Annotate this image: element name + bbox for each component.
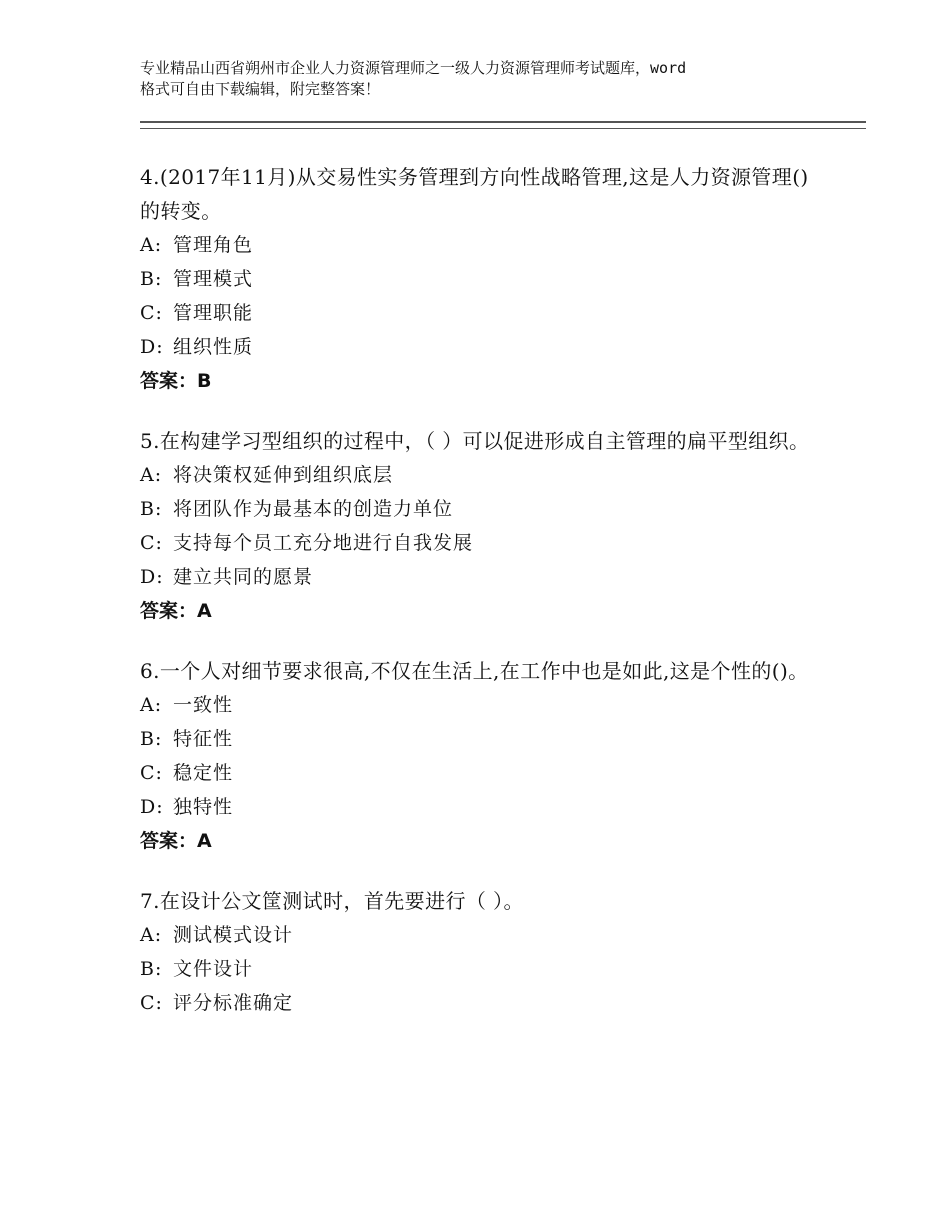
- option-key: B:: [140, 958, 163, 980]
- option-a: [140, 458, 820, 492]
- option-text: 组织性质: [173, 336, 254, 358]
- option-key: C:: [140, 992, 163, 1014]
- option-key: A:: [140, 234, 163, 256]
- header-line-2: 格式可自由下载编辑，附完整答案！: [140, 80, 381, 98]
- option-key: D:: [140, 336, 164, 358]
- option-key: C:: [140, 302, 163, 324]
- option-text: 管理角色: [173, 234, 254, 256]
- option-key: D:: [140, 796, 164, 818]
- header-line-1: 专业精品山西省朔州市企业人力资源管理师之一级人力资源管理师考试题库，word: [140, 59, 687, 77]
- option-key: B:: [140, 728, 163, 750]
- option-c: [140, 296, 820, 330]
- answer-label: 答案：A: [140, 830, 212, 852]
- option-text: 文件设计: [173, 958, 254, 980]
- option-text: 建立共同的愿景: [173, 566, 314, 588]
- option-text: 独特性: [173, 796, 234, 818]
- question-7: [140, 884, 820, 1020]
- question-6: [140, 654, 820, 858]
- option-c: [140, 986, 820, 1020]
- option-b: [140, 262, 820, 296]
- question-5: [140, 424, 820, 628]
- option-c: [140, 526, 820, 560]
- answer-label: 答案：B: [140, 370, 212, 392]
- option-c: [140, 756, 820, 790]
- document-header: [140, 58, 840, 100]
- option-key: B:: [140, 498, 163, 520]
- question-text: 5.在构建学习型组织的过程中，（ ）可以促进形成自主管理的扁平型组织。: [140, 429, 810, 453]
- header-divider: [140, 121, 866, 129]
- option-text: 评分标准确定: [173, 992, 294, 1014]
- option-key: C:: [140, 532, 163, 554]
- option-text: 管理模式: [173, 268, 254, 290]
- option-text: 测试模式设计: [173, 924, 294, 946]
- option-text: 稳定性: [173, 762, 234, 784]
- option-text: 特征性: [173, 728, 234, 750]
- question-text: 6.一个人对细节要求很高,不仅在生活上,在工作中也是如此,这是个性的()。: [140, 659, 809, 683]
- option-text: 将团队作为最基本的创造力单位: [173, 498, 454, 520]
- option-key: A:: [140, 464, 163, 486]
- option-b: [140, 722, 820, 756]
- question-text: 4.(2017年11月)从交易性实务管理到方向性战略管理,这是人力资源管理()的转变。: [140, 165, 809, 223]
- option-d: [140, 790, 820, 824]
- option-key: A:: [140, 924, 163, 946]
- option-d: [140, 560, 820, 594]
- option-text: 管理职能: [173, 302, 254, 324]
- option-b: [140, 952, 820, 986]
- question-text: 7.在设计公文筐测试时，首先要进行（ ）。: [140, 889, 524, 913]
- option-a: [140, 688, 820, 722]
- answer-label: 答案：A: [140, 600, 212, 622]
- option-key: D:: [140, 566, 164, 588]
- question-4: [140, 160, 820, 398]
- option-text: 将决策权延伸到组织底层: [173, 464, 394, 486]
- option-d: [140, 330, 820, 364]
- option-b: [140, 492, 820, 526]
- option-key: C:: [140, 762, 163, 784]
- option-a: [140, 228, 820, 262]
- option-text: 一致性: [173, 694, 234, 716]
- option-key: A:: [140, 694, 163, 716]
- option-text: 支持每个员工充分地进行自我发展: [173, 532, 474, 554]
- question-list: [140, 160, 820, 1046]
- option-a: [140, 918, 820, 952]
- option-key: B:: [140, 268, 163, 290]
